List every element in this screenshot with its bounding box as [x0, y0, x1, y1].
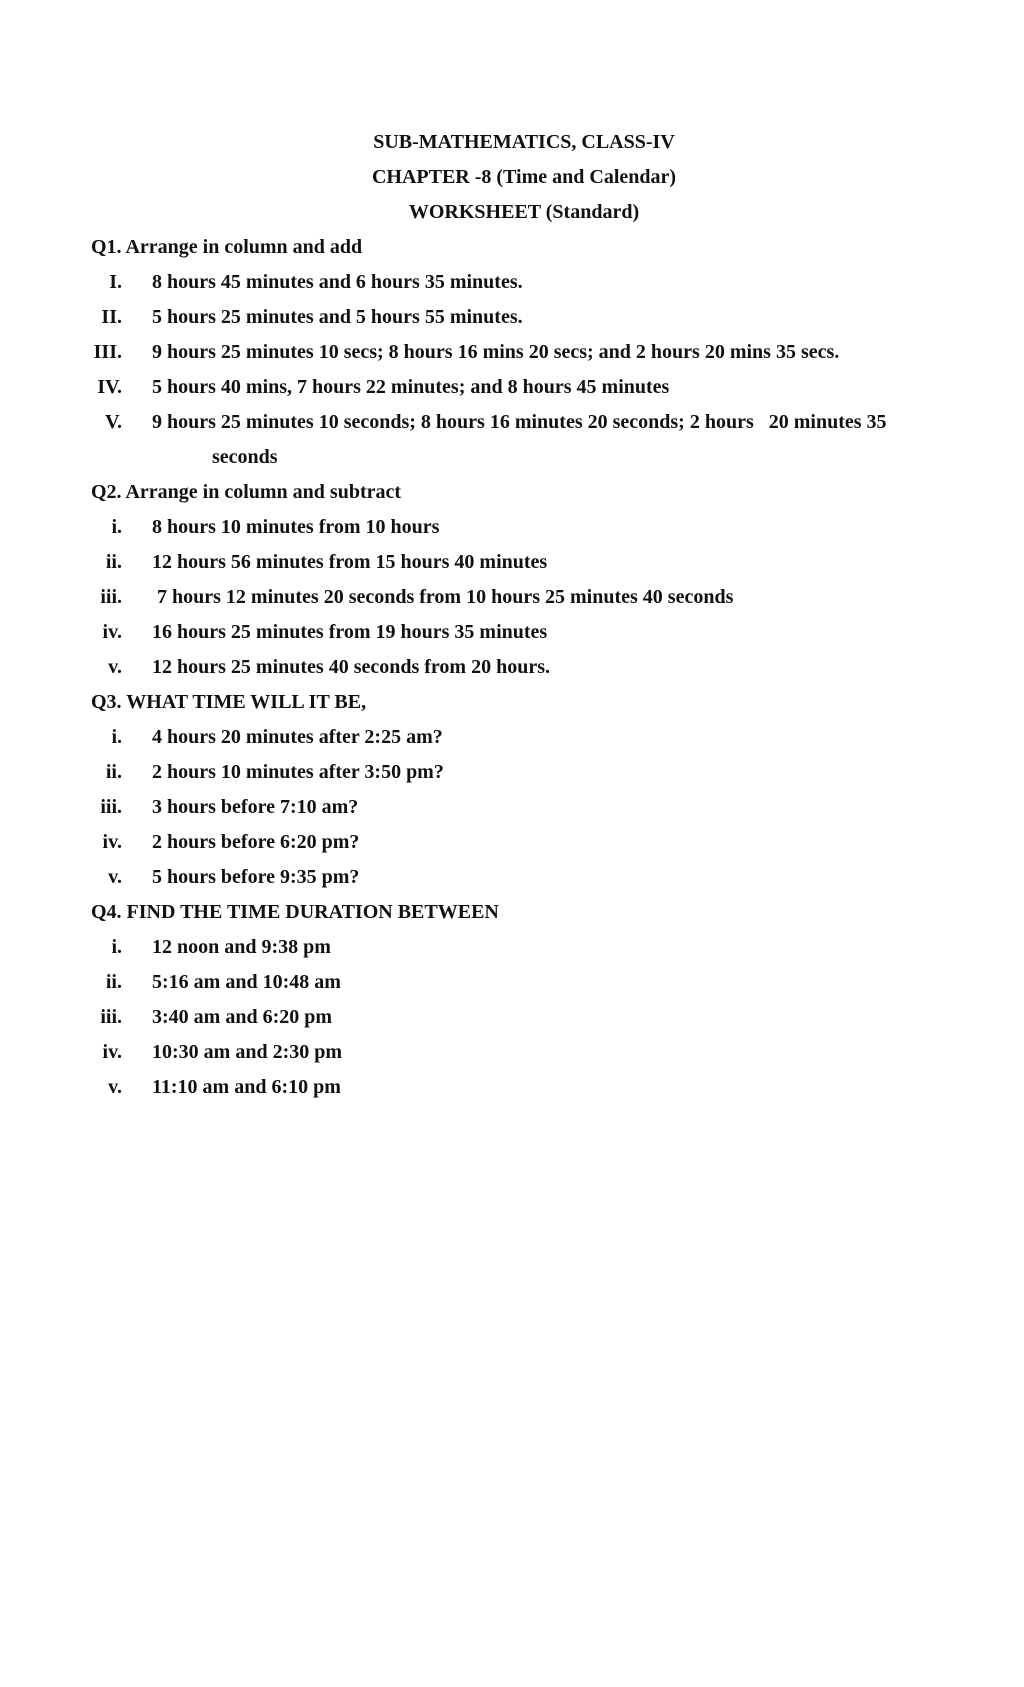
item-text: 8 hours 45 minutes and 6 hours 35 minutes. — [152, 271, 523, 293]
item-text: 10:30 am and 2:30 pm — [152, 1041, 343, 1063]
item-number: I. — [109, 271, 122, 293]
question-1-title: Q1. Arrange in column and add — [91, 236, 363, 258]
question-3-title: Q3. WHAT TIME WILL IT BE, — [91, 691, 367, 713]
item-text: 11:10 am and 6:10 pm — [152, 1076, 341, 1098]
item-text: 2 hours 10 minutes after 3:50 pm? — [152, 761, 444, 783]
item-number: v. — [108, 866, 122, 888]
item-number: III. — [93, 341, 122, 363]
subject-heading: SUB-MATHEMATICS, CLASS-IV — [373, 131, 675, 153]
item-text: 8 hours 10 minutes from 10 hours — [152, 516, 440, 538]
item-text: 12 hours 25 minutes 40 seconds from 20 hours. — [152, 656, 550, 678]
item-text: 3 hours before 7:10 am? — [152, 796, 359, 818]
item-text: 5:16 am and 10:48 am — [152, 971, 341, 993]
item-text: 9 hours 25 minutes 10 secs; 8 hours 16 mins 20 secs; and 2 hours 20 mins 35 secs. — [152, 341, 840, 363]
item-text: 9 hours 25 minutes 10 seconds; 8 hours 16 minutes 20 seconds; 2 hours 20 minutes 35 — [152, 411, 887, 433]
item-number: ii. — [105, 971, 122, 993]
question-2-title: Q2. Arrange in column and subtract — [91, 481, 402, 503]
item-number: V. — [105, 411, 122, 433]
item-text: 7 hours 12 minutes 20 seconds from 10 hours 25 minutes 40 seconds — [152, 586, 734, 608]
item-text: 12 hours 56 minutes from 15 hours 40 minutes — [152, 551, 548, 573]
item-text: 16 hours 25 minutes from 19 hours 35 minutes — [152, 621, 548, 643]
item-number: iii. — [100, 586, 122, 608]
item-number: iii. — [100, 796, 122, 818]
item-text: 5 hours before 9:35 pm? — [152, 866, 360, 888]
item-number: i. — [111, 936, 122, 958]
item-number: II. — [101, 306, 122, 328]
item-text-continuation: seconds — [212, 446, 278, 468]
item-number: i. — [111, 516, 122, 538]
item-number: iii. — [100, 1006, 122, 1028]
item-text: 5 hours 25 minutes and 5 hours 55 minutes. — [152, 306, 523, 328]
item-number: iv. — [102, 831, 122, 853]
item-text: 3:40 am and 6:20 pm — [152, 1006, 333, 1028]
item-number: i. — [111, 726, 122, 748]
item-number: v. — [108, 656, 122, 678]
item-text: 2 hours before 6:20 pm? — [152, 831, 360, 853]
item-number: v. — [108, 1076, 122, 1098]
item-text: 5 hours 40 mins, 7 hours 22 minutes; and 8 hours 45 minutes — [152, 376, 670, 398]
item-text: 12 noon and 9:38 pm — [152, 936, 331, 958]
item-number: iv. — [102, 1041, 122, 1063]
item-number: IV. — [97, 376, 122, 398]
question-4-title: Q4. FIND THE TIME DURATION BETWEEN — [91, 901, 499, 923]
item-text: 4 hours 20 minutes after 2:25 am? — [152, 726, 443, 748]
item-number: iv. — [102, 621, 122, 643]
item-number: ii. — [105, 761, 122, 783]
chapter-heading: CHAPTER -8 (Time and Calendar) — [371, 166, 677, 188]
item-number: ii. — [105, 551, 122, 573]
worksheet-heading: WORKSHEET (Standard) — [408, 201, 640, 223]
